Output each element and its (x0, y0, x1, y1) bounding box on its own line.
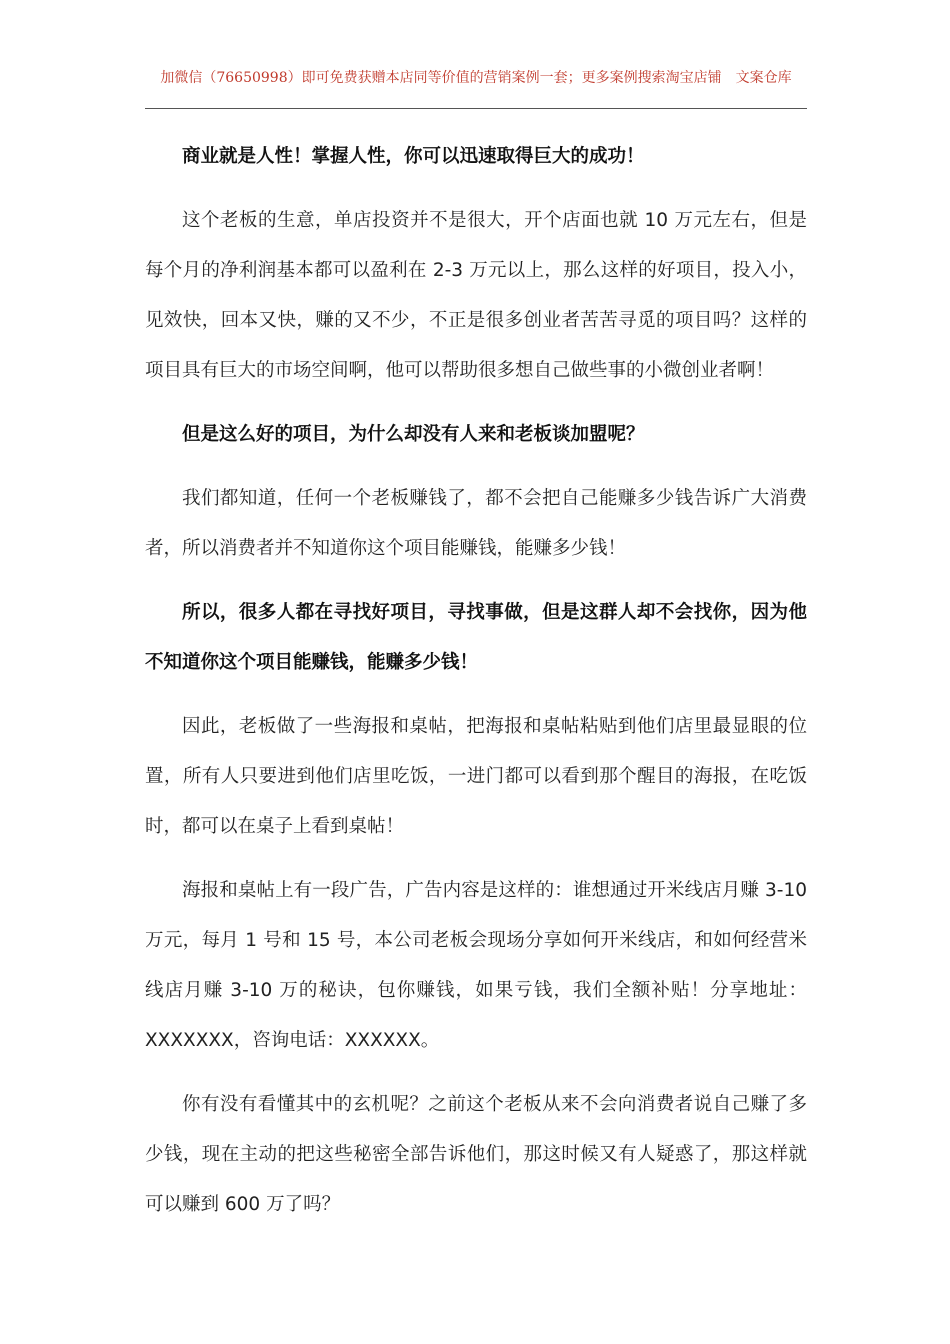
document-body (145, 132, 807, 1244)
paragraph: 你有没有看懂其中的玄机呢？之前这个老板从来不会向消费者说自己赚了多少钱，现在主动的把这些秘密全部告诉他们，那这时候又有人疑惑了，那这样就可以赚到 600 万了吗？ (145, 1094, 807, 1215)
page-header: 加微信（76650998）即可免费获赠本店同等价值的营销案例一套；更多案例搜索淘宝店铺 文案仓库 (160, 70, 792, 86)
paragraph: 海报和桌帖上有一段广告，广告内容是这样的：谁想通过开米线店月赚 3-10 万元，每月 1 号和 15 号，本公司老板会现场分享如何开米线店，和如何经营米线店月赚 3-10 万的秘诀，包你赚钱，如果亏钱，我们全额补贴！分享地址：XXXXXXX，咨询电话：XXXXXX。 (145, 880, 807, 1051)
paragraph: 我们都知道，任何一个老板赚钱了，都不会把自己能赚多少钱告诉广大消费者，所以消费者并不知道你这个项目能赚钱，能赚多少钱！ (145, 488, 807, 559)
paragraph-bold-heading: 所以，很多人都在寻找好项目，寻找事做，但是这群人却不会找你，因为他不知道你这个项目能赚钱，能赚多少钱！ (145, 602, 807, 673)
paragraph: 因此，老板做了一些海报和桌帖，把海报和桌帖粘贴到他们店里最显眼的位置，所有人只要进到他们店里吃饭，一进门都可以看到那个醒目的海报，在吃饭时，都可以在桌子上看到桌帖！ (145, 716, 807, 837)
header-divider (145, 108, 807, 109)
paragraph: 这个老板的生意，单店投资并不是很大，开个店面也就 10 万元左右，但是每个月的净利润基本都可以盈利在 2-3 万元以上，那么这样的好项目，投入小，见效快，回本又快，赚的又不少，不正是很多创业者苦苦寻觅的项目吗？这样的项目具有巨大的市场空间啊，他可以帮助很多想自己做些事的小微创业者啊！ (145, 210, 807, 381)
paragraph-bold-heading: 但是这么好的项目，为什么却没有人来和老板谈加盟呢？ (182, 424, 645, 445)
paragraph-bold-heading: 商业就是人性！掌握人性，你可以迅速取得巨大的成功！ (182, 146, 645, 167)
